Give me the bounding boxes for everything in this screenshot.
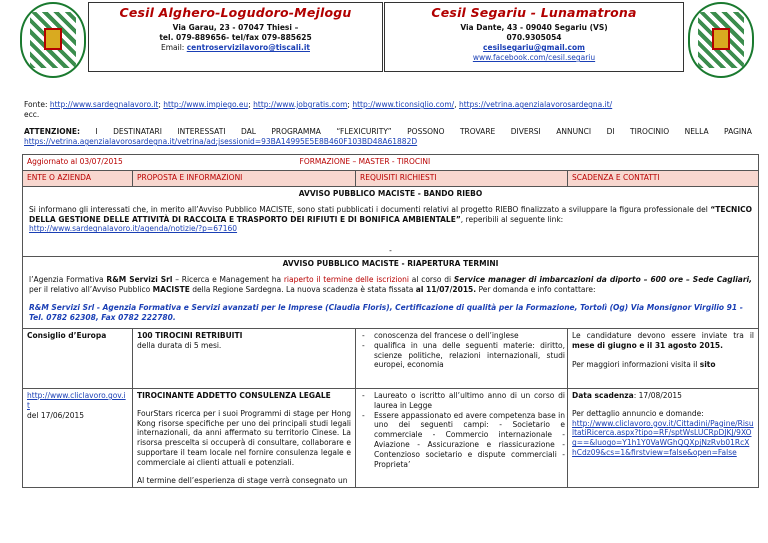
scadenza-info bbox=[572, 360, 754, 370]
attenzione-label: ATTENZIONE: bbox=[24, 127, 81, 136]
riebo-text1: Si informano gli interessati che, in merito all’Avviso Pubblico MACISTE, sono stati pubblicati i documenti relativi al progetto RIEBO finalizzato a sviluppare la figura professionale del bbox=[29, 204, 708, 214]
requisiti-cell bbox=[356, 328, 568, 388]
riapertura-row bbox=[23, 256, 759, 328]
col-header-requisiti: REQUISITI RICHIESTI bbox=[356, 171, 568, 187]
table-header-row bbox=[23, 171, 759, 187]
attenzione-link[interactable]: https://vetrina.agenzialavorosardegna.it/vetrina/ad;jsessionid=93BA14995E5E8B460F103BD48A61882D bbox=[24, 137, 418, 146]
riebo-text2: , reperibili al seguente link: bbox=[460, 214, 564, 224]
riebo-link[interactable]: http://www.sardegnalavoro.it/agenda/notizie/?p=67160 bbox=[29, 224, 238, 234]
fonte-link-5[interactable]: https://vetrina.agenzialavorosardegna.it/ bbox=[458, 100, 613, 109]
header-right-box bbox=[384, 2, 684, 72]
rp-e: al corso di bbox=[408, 274, 454, 284]
cesil-logo-left bbox=[20, 2, 86, 78]
scadenza-info: Per dettaglio annuncio e domande: bbox=[572, 408, 704, 418]
att-word: TIROCINIO bbox=[630, 127, 670, 136]
riebo-row bbox=[23, 187, 759, 257]
scad-b: mese di giugno e il 31 agosto 2015. bbox=[572, 340, 723, 350]
rp-j: al 11/07/2015. bbox=[415, 284, 477, 294]
scadenza-label: Data scadenza bbox=[572, 390, 634, 400]
att-word: ANNUNCI bbox=[556, 127, 592, 136]
scadenza-value: : 17/08/2015 bbox=[633, 390, 682, 400]
requisito-item: - qualifica in una delle seguenti materie: diritto, scienze politiche, relazioni internazionali, studi europei, economia bbox=[360, 341, 565, 370]
riapertura-contact: R&M Servizi Srl - Agenzia Formativa e Servizi avanzati per le Imprese (Claudia Floris), Certificazione di qualità per la Formazione, Tortolì (Og) Via Monsignor Virgilio 91 - Tel. 0782 62308, Fax 0782 222780. bbox=[29, 303, 743, 323]
cesil-logo-right bbox=[688, 2, 754, 78]
riebo-profile: “TECNICO DELLA GESTIONE DELLE ATTIVITÀ DI RACCOLTA E TRASPORTO DEI RIFIUTI E DI BONIFICA AMBIENTALE” bbox=[29, 204, 752, 224]
scad-c: Per maggiori informazioni visita il bbox=[572, 359, 700, 369]
email-label: Email: bbox=[161, 43, 187, 52]
att-word: DIVERSI bbox=[510, 127, 541, 136]
offer-row-1 bbox=[23, 328, 759, 388]
header-left-title: Cesil Alghero-Logudoro-Mejlogu bbox=[119, 5, 352, 20]
col-header-scadenza: SCADENZA E CONTATTI bbox=[568, 171, 759, 187]
riebo-text bbox=[29, 205, 752, 225]
scadenza-date bbox=[572, 391, 754, 401]
fonte-link-3[interactable]: http://www.jobgratis.com bbox=[253, 100, 348, 109]
att-word: POSSONO bbox=[407, 127, 445, 136]
proposta-cell bbox=[133, 388, 356, 487]
att-word: INTERESSATI bbox=[177, 127, 226, 136]
rp-c: – Ricerca e Management ha bbox=[172, 274, 284, 284]
scadenza-cell bbox=[568, 388, 759, 487]
requisito-item: - Laureato o iscritto all’ultimo anno di un corso di laurea in Legge bbox=[360, 391, 565, 411]
riebo-dash: - bbox=[389, 246, 392, 256]
att-word: PROGRAMMA bbox=[271, 127, 321, 136]
riebo-title: AVVISO PUBBLICO MACISTE - BANDO RIEBO bbox=[298, 189, 483, 198]
fonte-link-1[interactable]: http://www.sardegnalavoro.it bbox=[49, 100, 159, 109]
proposta-cell bbox=[133, 328, 356, 388]
fonte-link-4[interactable]: http://www.ticonsiglio.com/ bbox=[352, 100, 455, 109]
header-left-email-line bbox=[89, 43, 382, 53]
att-word: DESTINATARI bbox=[113, 127, 162, 136]
riapertura-p1 bbox=[29, 275, 752, 295]
scadenza-text bbox=[572, 331, 754, 351]
rp-a: l’Agenzia Formativa bbox=[29, 274, 107, 284]
att-word: TROVARE bbox=[459, 127, 496, 136]
att-word: I bbox=[95, 127, 98, 136]
att-word: “FLEXICURITY” bbox=[336, 127, 392, 136]
riebo-cell bbox=[23, 187, 759, 257]
table-meta-row bbox=[23, 155, 759, 171]
attenzione-notice bbox=[24, 127, 752, 147]
requisiti-list bbox=[360, 331, 565, 370]
attenzione-row bbox=[24, 127, 752, 137]
att-word: PAGINA bbox=[724, 127, 752, 136]
header-left-box bbox=[88, 2, 383, 72]
header-right-email-link[interactable]: cesilsegariu@gmail.com bbox=[483, 43, 585, 52]
header-left-address: Via Garau, 23 - 07047 Thiesi – bbox=[172, 23, 299, 32]
att-word: DI bbox=[606, 127, 615, 136]
rp-h: MACISTE bbox=[152, 284, 190, 294]
rp-i: della Regione Sardegna. La nuova scadenza è stata fissata bbox=[189, 284, 416, 294]
header-right-phone: 070.9305054 bbox=[506, 33, 562, 42]
ente-name: Consiglio d’Europa bbox=[27, 330, 107, 340]
header-left-email-link[interactable]: centroservizilavoro@tiscali.it bbox=[186, 43, 310, 52]
ente-link[interactable]: http://www.cliclavoro.gov.it bbox=[27, 390, 126, 410]
scadenza-cell bbox=[568, 328, 759, 388]
requisiti-cell bbox=[356, 388, 568, 487]
rp-d: riaperto il termine delle iscrizioni bbox=[283, 274, 409, 284]
fonte-ecc: ecc. bbox=[24, 110, 40, 119]
fonte-line: Fonte: http://www.sardegnalavoro.it; http://www.impiego.eu; http://www.jobgratis.com; http://www.ticonsiglio.com/, https://vetrina.agenzialavorosardegna.it/ ecc. bbox=[24, 100, 754, 120]
col-header-ente: ENTE O AZIENDA bbox=[23, 171, 133, 187]
att-word: NELLA bbox=[684, 127, 709, 136]
proposta-p2: Al termine dell’esperienza di stage verrà consegnato un bbox=[137, 475, 348, 485]
scad-site-link[interactable]: sito bbox=[699, 359, 716, 369]
proposta-p1: FourStars ricerca per i suoi Programmi di stage per Hong Kong risorse specifiche per uno dei principali studi legali internazionali, da anni affermato su territorio Cinese. La risorsa prescelta si occuperà di consultare, collaborare e supportare il team locale nel fornire consulenza legale e commerciale ai clienti attuali e potenziali. bbox=[137, 408, 351, 467]
ente-cell bbox=[23, 388, 133, 487]
updated-date: Aggiornato al 03/07/2015 bbox=[23, 155, 356, 171]
rp-b: R&M Servizi Srl bbox=[106, 274, 173, 284]
requisito-item: - conoscenza del francese o dell’inglese bbox=[360, 331, 565, 341]
scad-a: Le candidature devono essere inviate tra il bbox=[572, 330, 754, 340]
att-word: DAL bbox=[240, 127, 256, 136]
offer-row-2 bbox=[23, 388, 759, 487]
riapertura-cell bbox=[23, 256, 759, 328]
ente-cell bbox=[23, 328, 133, 388]
fonte-link-2[interactable]: http://www.impiego.eu bbox=[163, 100, 249, 109]
section-title bbox=[299, 155, 759, 171]
header-right-address: Via Dante, 43 - 09040 Segariu (VS) bbox=[460, 23, 608, 32]
header-left-phone: tel. 079-889656- tel/fax 079-885625 bbox=[159, 33, 312, 42]
ente-date: del 17/06/2015 bbox=[27, 410, 85, 420]
proposta-title: TIROCINANTE ADDETTO CONSULENZA LEGALE bbox=[137, 390, 331, 400]
offers-table bbox=[22, 154, 759, 488]
letterhead bbox=[0, 0, 768, 92]
proposta-text: della durata di 5 mesi. bbox=[137, 340, 222, 350]
riapertura-title: AVVISO PUBBLICO MACISTE - RIAPERTURA TERMINI bbox=[282, 258, 499, 268]
header-right-title: Cesil Segariu - Lunamatrona bbox=[431, 5, 637, 20]
rp-g: per il relativo all’Avviso Pubblico bbox=[29, 284, 153, 294]
requisiti-list bbox=[360, 391, 565, 469]
header-right-facebook-link[interactable]: www.facebook.com/cesil.segariu bbox=[472, 53, 596, 62]
requisito-item: - Essere appassionato ed avere competenza base in uno dei seguenti campi: - Societario e commerciale - Commercio internazionale - Aviazione - Assicurazione e riassicurazione - Contenzioso societario e dispute commerciali - Proprieta’ bbox=[360, 411, 565, 470]
rp-k: Per domanda e info contattare: bbox=[476, 284, 596, 294]
section-title-text: FORMAZIONE – MASTER - TIROCINI bbox=[299, 157, 431, 166]
col-header-proposta: PROPOSTA E INFORMAZIONI bbox=[133, 171, 356, 187]
proposta-title: 100 TIROCINI RETRIBUITI bbox=[137, 330, 243, 340]
rp-f: Service manager di imbarcazioni da diporto – 600 ore – Sede Cagliari, bbox=[453, 274, 752, 284]
scadenza-link[interactable]: http://www.cliclavoro.gov.it/Cittadini/Pagine/RisultatiRicerca.aspx?tipo=RF/sptWsLUCRpDJKJ/9XOg==&luogo=Y1h1Y0VaWGhQQXpjNzRvb01RcXhCdz09&cs=1&firstview=false&open=False bbox=[572, 418, 754, 457]
fonte-label: Fonte: bbox=[24, 100, 50, 109]
